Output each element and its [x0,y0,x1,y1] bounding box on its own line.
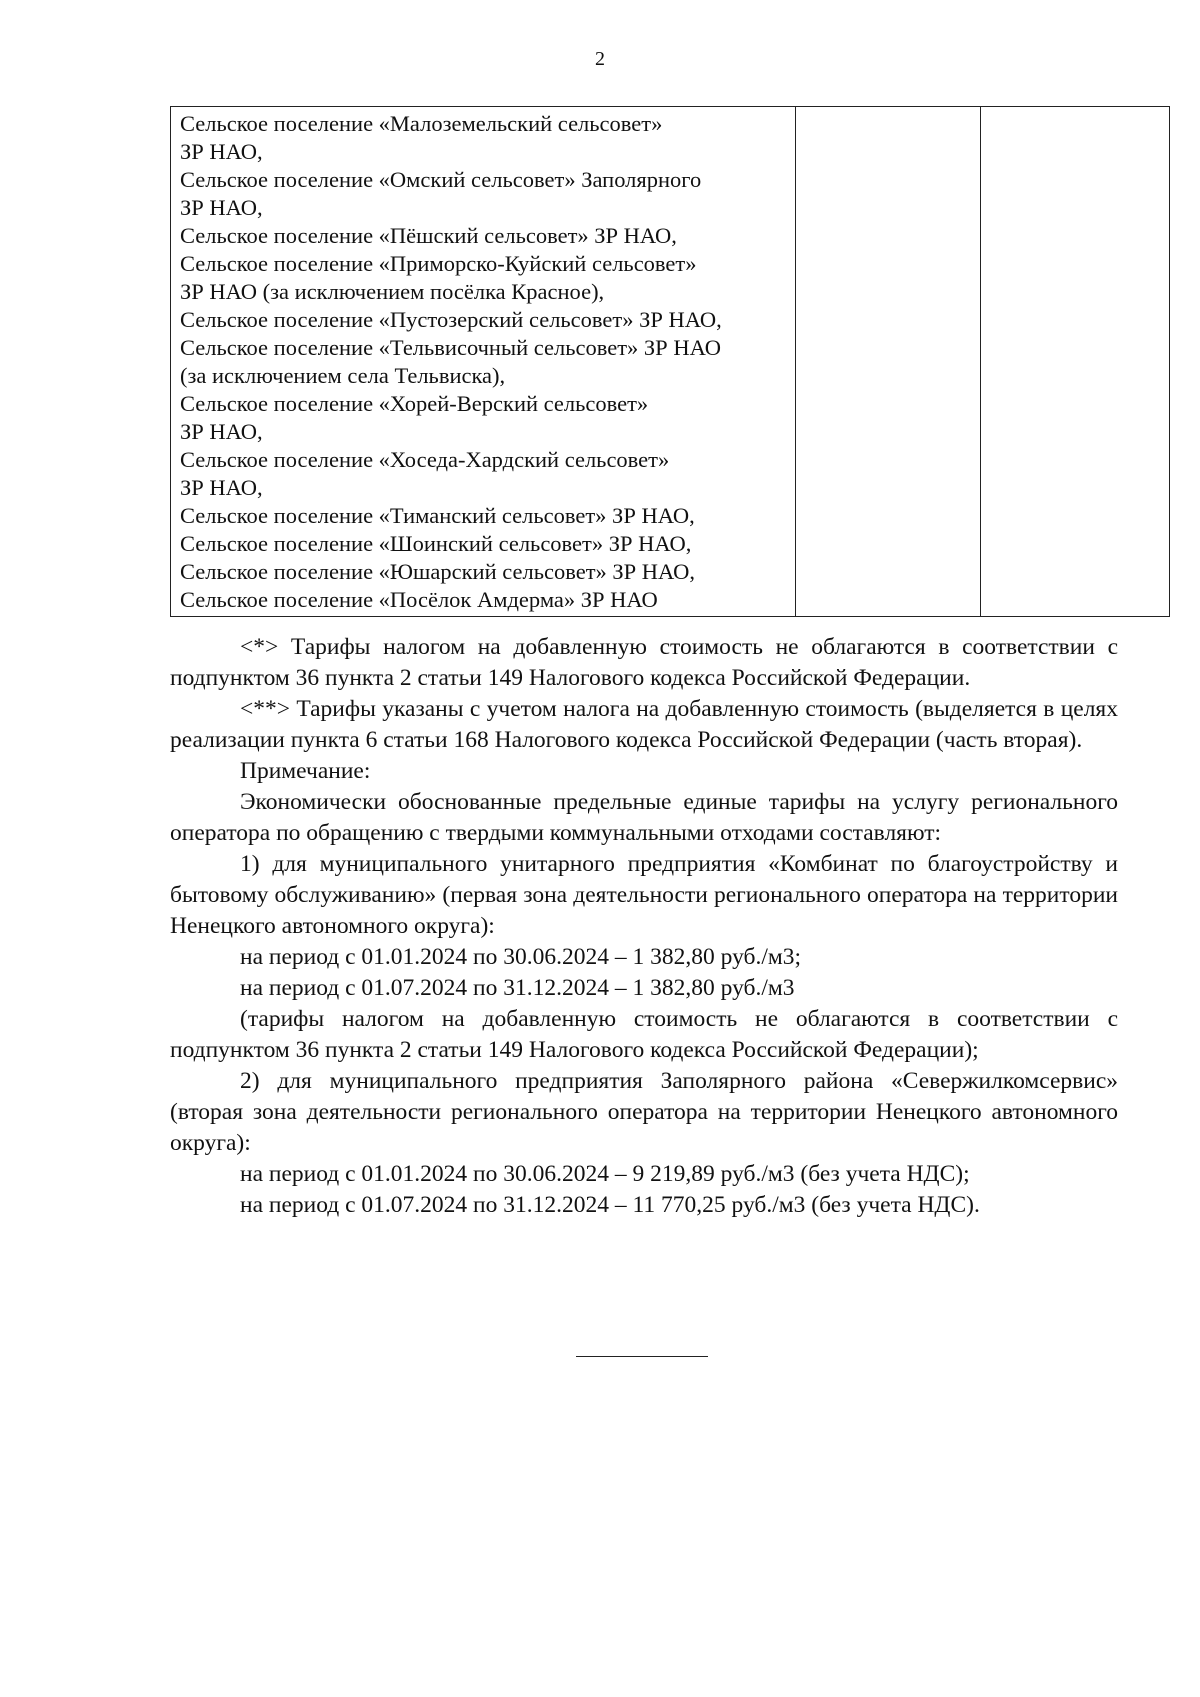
settlement-line: Сельское поселение «Тиманский сельсовет» ЗР НАО, [180,503,695,528]
settlement-line: Сельское поселение «Пёшский сельсовет» ЗР НАО, [180,223,677,248]
settlement-line: ЗР НАО, [180,195,263,220]
note-item-1-period-1: на период с 01.01.2024 по 30.06.2024 – 1 382,80 руб./м3; [240,944,802,970]
settlement-line: ЗР НАО, [180,475,263,500]
note-item-1: 1) для муниципального унитарного предприятия «Комбинат по благоустройству и бытовому обслуживанию» (первая зона деятельности регионального оператора на территории Ненецкого автономного округа): [170,851,1118,939]
settlement-line: Сельское поселение «Малоземельский сельсовет» [180,111,663,136]
table-row [171,107,1170,617]
settlement-line: Сельское поселение «Юшарский сельсовет» ЗР НАО, [180,559,696,584]
note-item-2-period-1: на период с 01.01.2024 по 30.06.2024 – 9 219,89 руб./м3 (без учета НДС); [240,1161,970,1187]
note-heading: Примечание: [240,758,371,784]
note-item-1-vat: (тарифы налогом на добавленную стоимость не облагаются в соответствии с подпунктом 36 пункта 2 статьи 149 Налогового кодекса Российской Федерации); [170,1006,1118,1063]
document-body [170,632,1118,1221]
note-item-1-period-2: на период с 01.07.2024 по 31.12.2024 – 1 382,80 руб./м3 [240,975,795,1001]
settlements-cell [171,107,796,617]
tariff-cell-first-half [796,107,981,617]
settlement-line: Сельское поселение «Хорей-Верский сельсовет» [180,391,649,416]
tariff-table [170,106,1170,617]
settlement-line: (за исключением села Тельвиска), [180,363,506,388]
footnote-vat-exempt: <*> Тарифы налогом на добавленную стоимость не облагаются в соответствии с подпунктом 36 пункта 2 статьи 149 Налогового кодекса Российской Федерации. [170,634,1118,691]
settlement-line: Сельское поселение «Пустозерский сельсовет» ЗР НАО, [180,307,722,332]
settlement-line: Сельское поселение «Тельвисочный сельсовет» ЗР НАО [180,335,721,360]
note-intro: Экономически обоснованные предельные единые тарифы на услугу регионального оператора по обращению с твердыми коммунальными отходами составляют: [170,789,1118,846]
settlement-line: Сельское поселение «Омский сельсовет» Заполярного [180,167,702,192]
tariff-cell-second-half [981,107,1170,617]
settlement-line: Сельское поселение «Хоседа-Хардский сельсовет» [180,447,670,472]
footnote-vat-included: <**> Тарифы указаны с учетом налога на добавленную стоимость (выделяется в целях реализации пункта 6 статьи 168 Налогового кодекса Российской Федерации (часть вторая). [170,696,1118,753]
settlement-line: Сельское поселение «Шоинский сельсовет» ЗР НАО, [180,531,692,556]
end-rule [576,1356,708,1357]
settlement-line: ЗР НАО (за исключением посёлка Красное), [180,279,605,304]
note-item-2-period-2: на период с 01.07.2024 по 31.12.2024 – 11 770,25 руб./м3 (без учета НДС). [240,1192,980,1218]
settlement-line: ЗР НАО, [180,139,263,164]
settlement-line: Сельское поселение «Приморско-Куйский сельсовет» [180,251,697,276]
settlement-line: Сельское поселение «Посёлок Амдерма» ЗР НАО [180,587,658,612]
page-number: 2 [595,48,605,70]
settlement-line: ЗР НАО, [180,419,263,444]
note-item-2: 2) для муниципального предприятия Заполярного района «Севержилкомсервис» (вторая зона деятельности регионального оператора на территории Ненецкого автономного округа): [170,1068,1118,1156]
